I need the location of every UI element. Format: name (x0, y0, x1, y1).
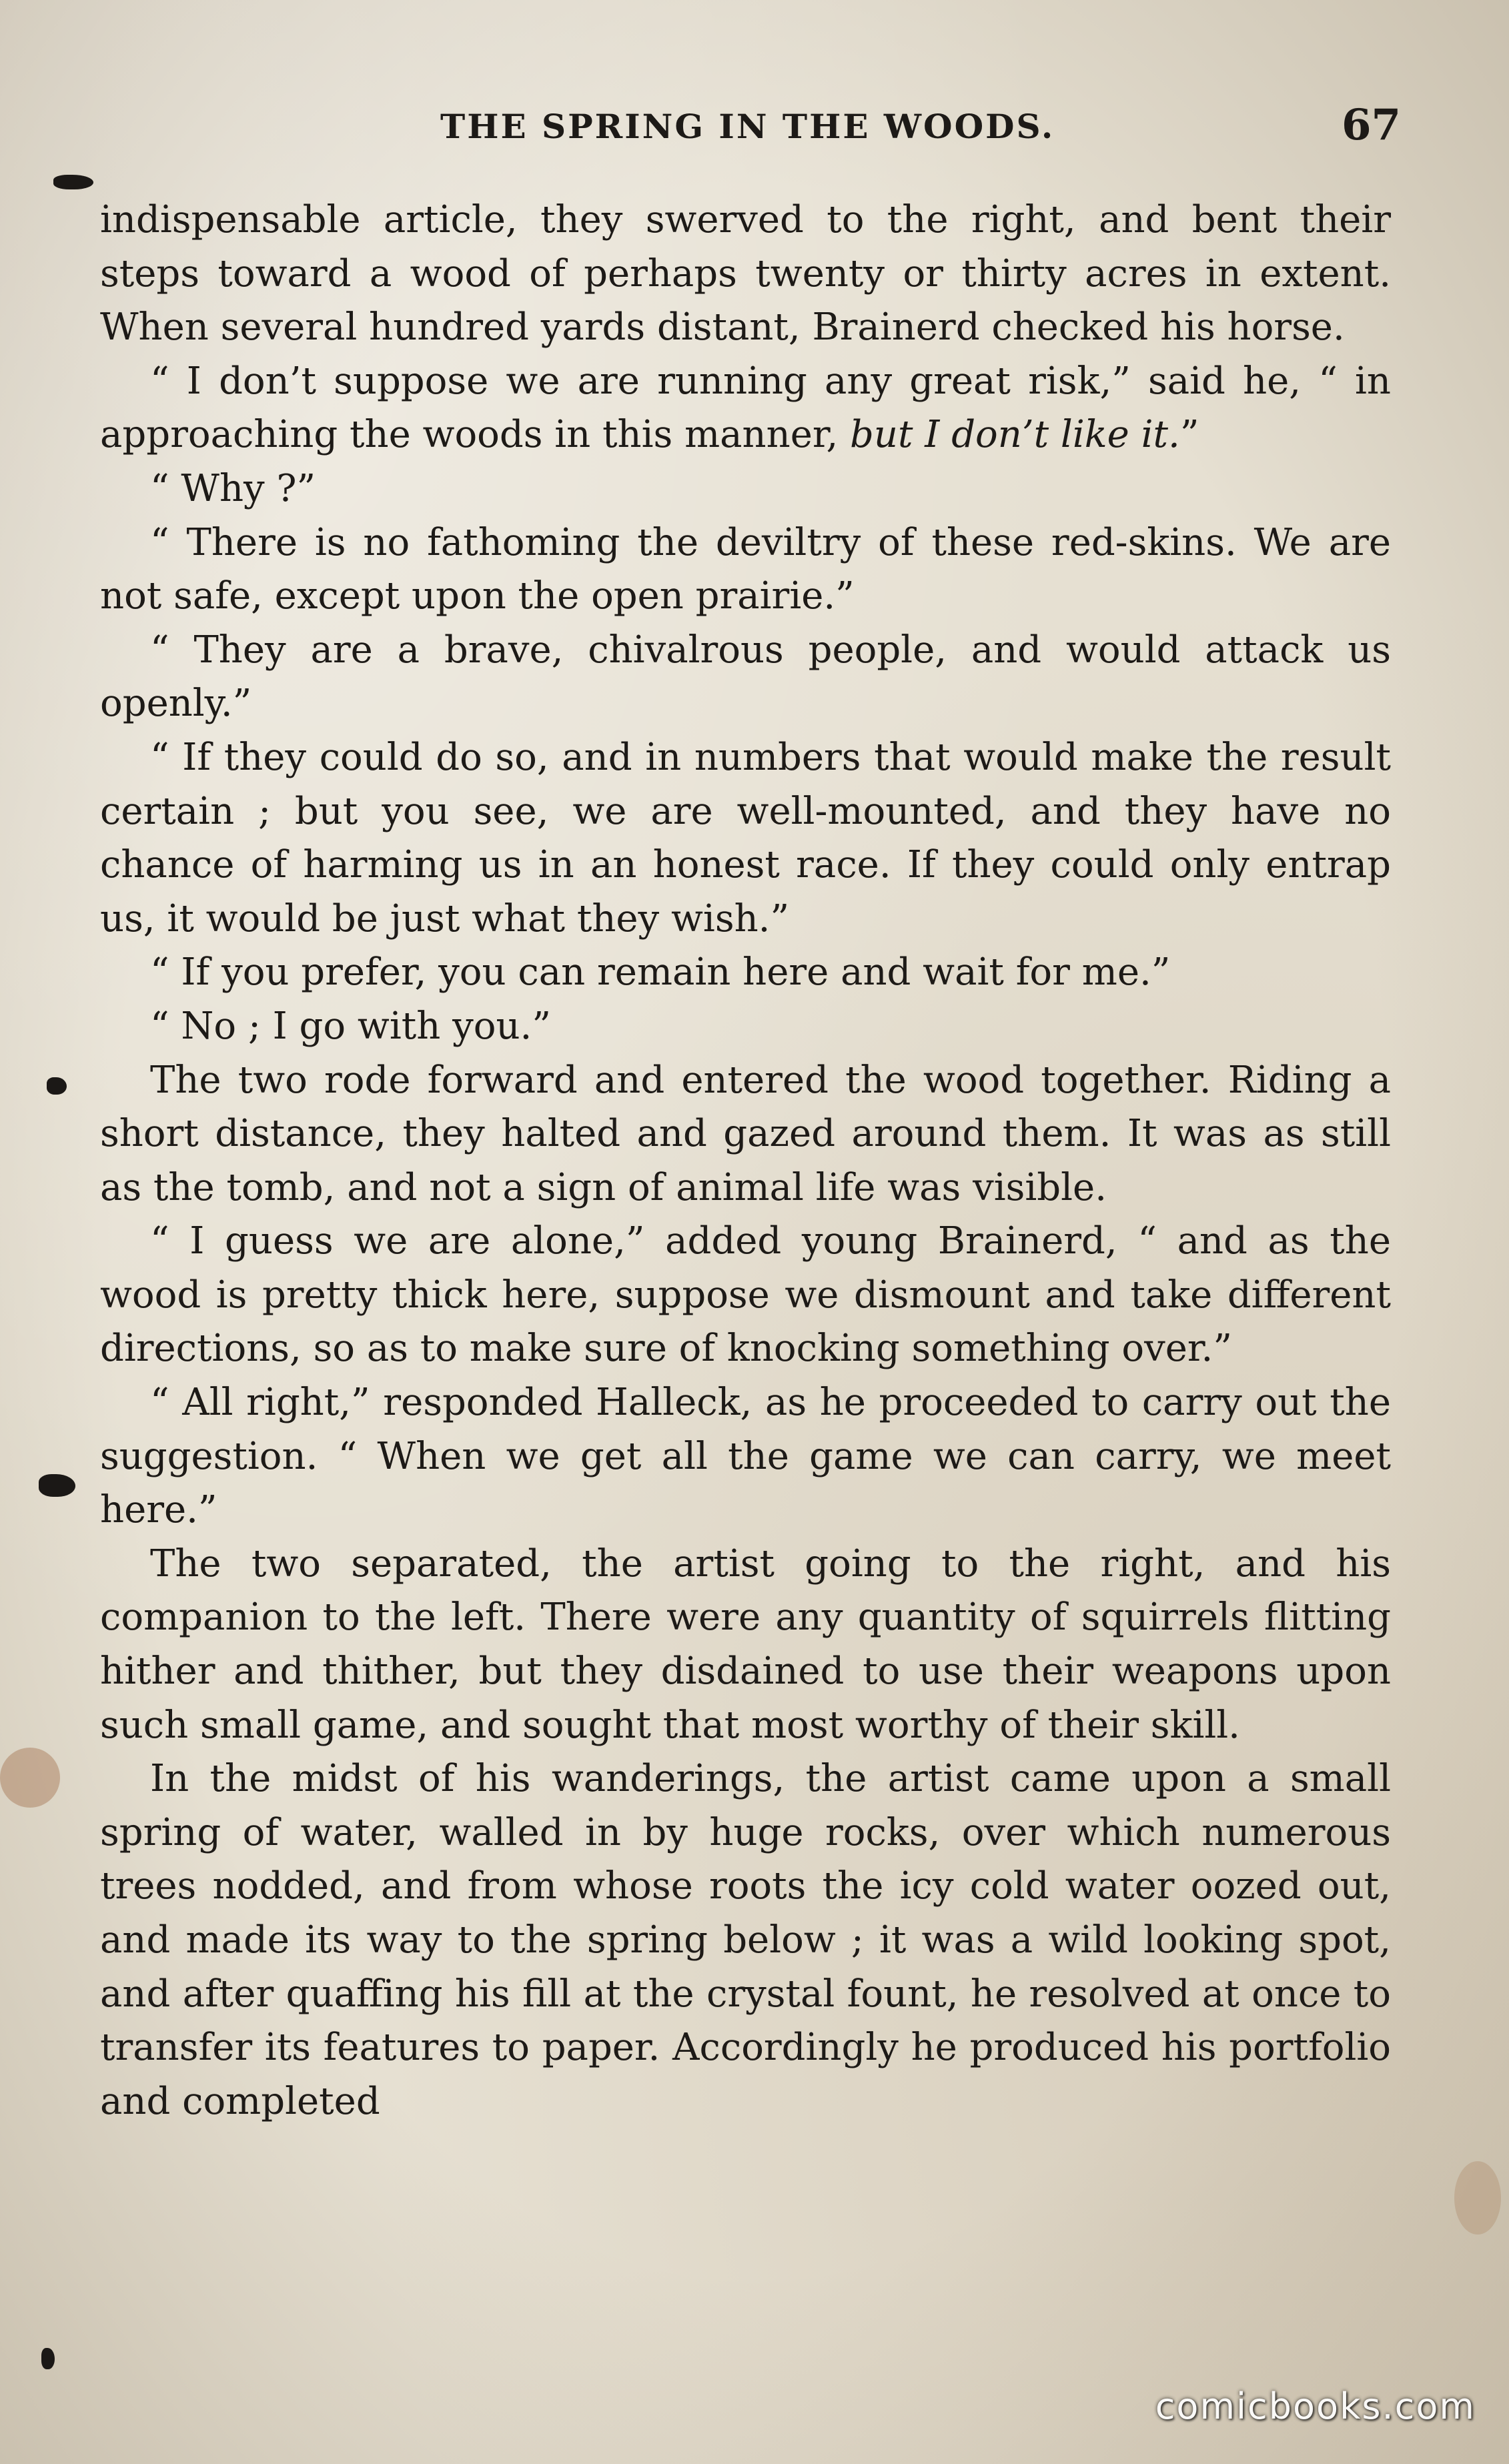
paragraph-text: “ All right,” responded Halleck, as he proceeded to carry out the suggestion. “ When we get all the game we can carry, we meet here.” (100, 1381, 1391, 1532)
paragraph (100, 193, 1391, 355)
paragraph-text: “ They are a brave, chivalrous people, and would attack us openly.” (100, 628, 1391, 726)
paragraph-text: “ I don’t suppose we are running any great risk,” said he, “ in approaching the woods in this manner, (100, 359, 1391, 457)
paragraph (100, 1537, 1391, 1752)
paragraph (100, 355, 1391, 462)
emphasized-text: but I don’t like it. (850, 413, 1180, 457)
paragraph-text: indispensable article, they swerved to the right, and bent their steps toward a wood of perhaps twenty or thirty acres in extent. When several hundred yards distant, Brainerd checked his horse. (100, 198, 1391, 350)
paragraph (100, 1376, 1391, 1537)
paragraph (100, 1000, 1391, 1054)
paragraph-text: “ Why ?” (150, 466, 316, 510)
paragraph (100, 1752, 1391, 2128)
paragraph (100, 731, 1391, 946)
paragraph (100, 1215, 1391, 1376)
running-head: THE SPRING IN THE WOODS. (440, 107, 1055, 146)
paragraph-text: The two rode forward and entered the wood together. Riding a short distance, they halted and gazed around them. It was as still as the tomb, and not a sign of animal life was visible. (100, 1058, 1391, 1209)
closing-quote: ” (1179, 413, 1199, 457)
page-header (100, 100, 1401, 153)
ink-mark (47, 1077, 67, 1095)
page-number: 67 (1341, 100, 1401, 150)
paragraph-text: “ There is no fathoming the deviltry of these red-skins. We are not safe, except upon the open prairie.” (100, 520, 1391, 618)
paragraph (100, 516, 1391, 624)
paragraph (100, 1054, 1391, 1215)
ink-mark (39, 1474, 75, 1497)
paragraph (100, 624, 1391, 731)
body-text (100, 193, 1391, 2128)
paragraph-text: The two separated, the artist going to the right, and his companion to the left. There were any quantity of squirrels flitting hither and thither, but they disdained to use their weapons upon such small game, and sought that most worthy of their skill. (100, 1542, 1391, 1747)
watermark: comicbooks.com (1155, 2385, 1476, 2427)
paragraph-text: “ If they could do so, and in numbers that would make the result certain ; but you see, we are well-mounted, and they have no chance of harming us in an honest race. If they could only entrap us, it would be just what they wish.” (100, 735, 1391, 941)
paragraph-text: “ No ; I go with you.” (150, 1004, 551, 1048)
ink-mark (41, 2348, 55, 2369)
foxing-stain (0, 1748, 60, 1808)
paragraph-text: “ I guess we are alone,” added young Brainerd, “ and as the wood is pretty thick here, suppose we dismount and take different directions, so as to make sure of knocking something over.” (100, 1219, 1391, 1371)
paragraph-text: In the midst of his wanderings, the artist came upon a small spring of water, walled in by huge rocks, over which numerous trees nodded, and from whose roots the icy cold water oozed out, and made its way to the spring below ; it was a wild looking spot, and after quaffing his fill at the crystal fount, he resolved at once to transfer its features to paper. Accordingly he produced his portfolio and completed (100, 1757, 1391, 2123)
paragraph (100, 462, 1391, 516)
ink-mark (53, 175, 93, 189)
paragraph-text: “ If you prefer, you can remain here and wait for me.” (150, 951, 1171, 995)
foxing-stain (1454, 2161, 1501, 2235)
paragraph (100, 946, 1391, 1000)
